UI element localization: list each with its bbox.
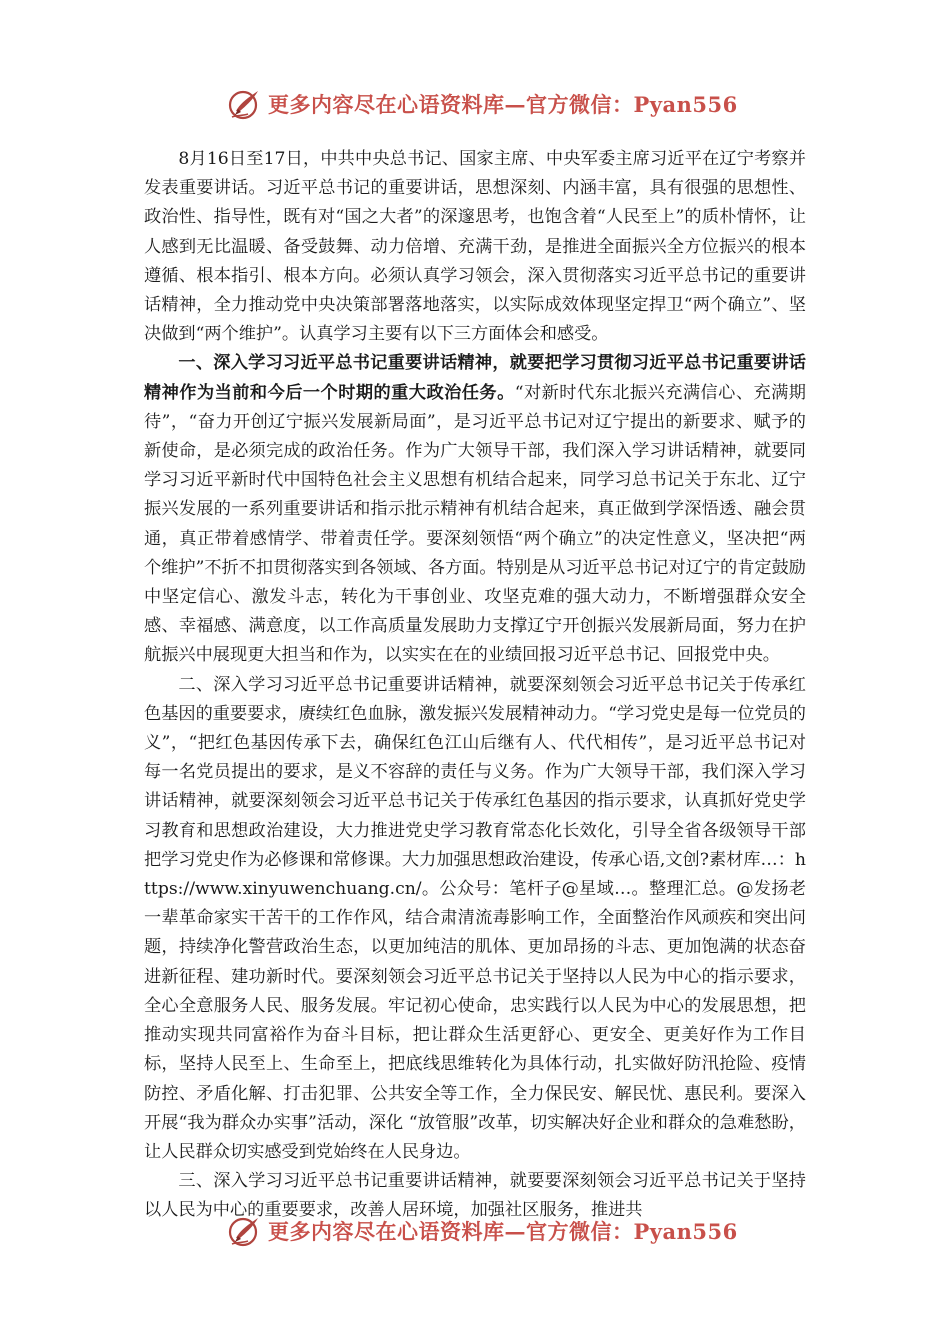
footer-banner [228,1211,738,1251]
article-body [144,145,806,1226]
section-three-text: 三、深入学习习近平总书记重要讲话精神，就要要深刻领会习近平总书记关于坚持以人民为中心的重要要求，改善人居环境，加强社区服务，推进共 [144,1171,806,1221]
section-two-text: 二、深入学习习近平总书记重要讲话精神，就要深刻领会习近平总书记关于传承红色基因的重要要求，赓续红色血脉，激发振兴发展精神动力。“学习党史是每一位党员的义”，“把红色基因传承下去，确保红色江山后继有人、代代相传”，是习近平总书记对每一名党员提出的要求，是义不容辞的责任与义务。作为广大领导干部，我们深入学习讲话精神，就要深刻领会习近平总书记关于传承红色基因的指示要求，认真抓好党史学习教育和思想政治建设，大力推进党史学习教育常态化长效化，引导全省各级领导干部把学习党史作为必修课和常修课。大力加强思想政治建设，传承心语,文创?素材库…：https://www.xinyuwenchuang.cn/。公众号：笔杆子@星域…。整理汇总。@发扬老一辈革命家实干苦干的工作作风，结合肃清流毒影响工作，全面整治作风顽疾和突出问题，持续净化警营政治生态，以更加纯洁的肌体、更加昂扬的斗志、更加饱满的状态奋进新征程、建功新时代。要深刻领会习近平总书记关于坚持以人民为中心的指示要求，全心全意服务人民、服务发展。牢记初心使命，忠实践行以人民为中心的发展思想，把推动实现共同富裕作为奋斗目标，把让群众生活更舒心、更安全、更美好作为工作目标，坚持人民至上、生命至上，把底线思维转化为具体行动，扎实做好防汛抢险、疫情防控、矛盾化解、打击犯罪、公共安全等工作，全力保民安、解民忧、惠民利。要深入开展“我为群众办实事”活动，深化 “放管服”改革，切实解决好企业和群众的急难愁盼，让人民群众切实感受到党始终在人民身边。 [144,674,806,1162]
paragraph-section-one [144,349,806,670]
paragraph-section-two [144,671,806,1167]
pen-brush-logo-icon [228,1214,262,1248]
header-banner [228,84,738,124]
section-one-heading: 一、深入学习习近平总书记重要讲话精神，就要把学习贯彻习近平总书记重要讲话精神作为当前和今后一个时期的重大政治任务。 [144,353,806,403]
pen-brush-logo-icon [228,87,262,121]
section-one-text: “对新时代东北振兴充满信心、充满期待”，“奋力开创辽宁振兴发展新局面”，是习近平总书记对辽宁提出的新要求、赋予的新使命，是必须完成的政治任务。作为广大领导干部，我们深入学习讲话精神，就要同学习习近平新时代中国特色社会主义思想有机结合起来，同学习总书记关于东北、辽宁振兴发展的一系列重要讲话和指示批示精神有机结合起来，真正做到学深悟透、融会贯通，真正带着感情学、带着责任学。要深刻领悟“两个确立”的决定性意义，坚决把“两个维护”不折不扣贯彻落实到各领域、各方面。特别是从习近平总书记对辽宁的肯定鼓励中坚定信心、激发斗志，转化为干事创业、攻坚克难的强大动力，不断增强群众安全感、幸福感、满意度，以工作高质量发展助力支撑辽宁开创振兴发展新局面，努力在护航振兴中展现更大担当和作为，以实实在在的业绩回报习近平总书记、回报党中央。 [144,382,806,666]
header-banner-text: 更多内容尽在心语资料库—官方微信：Pyan556 [268,92,738,117]
paragraph-intro [144,145,806,349]
paragraph-intro-text: 8月16日至17日，中共中央总书记、国家主席、中央军委主席习近平在辽宁考察并发表重要讲话。习近平总书记的重要讲话，思想深刻、内涵丰富，具有很强的思想性、政治性、指导性，既有对“国之大者”的深邃思考，也饱含着“人民至上”的质朴情怀，让人感到无比温暖、备受鼓舞、动力倍增、充满干劲，是推进全面振兴全方位振兴的根本遵循、根本指引、根本方向。必须认真学习领会，深入贯彻落实习近平总书记的重要讲话精神，全力推动党中央决策部署落地落实，以实际成效体现坚定捍卫“两个确立”、坚决做到“两个维护”。认真学习主要有以下三方面体会和感受。 [144,149,806,345]
footer-banner-text: 更多内容尽在心语资料库—官方微信：Pyan556 [268,1219,738,1244]
